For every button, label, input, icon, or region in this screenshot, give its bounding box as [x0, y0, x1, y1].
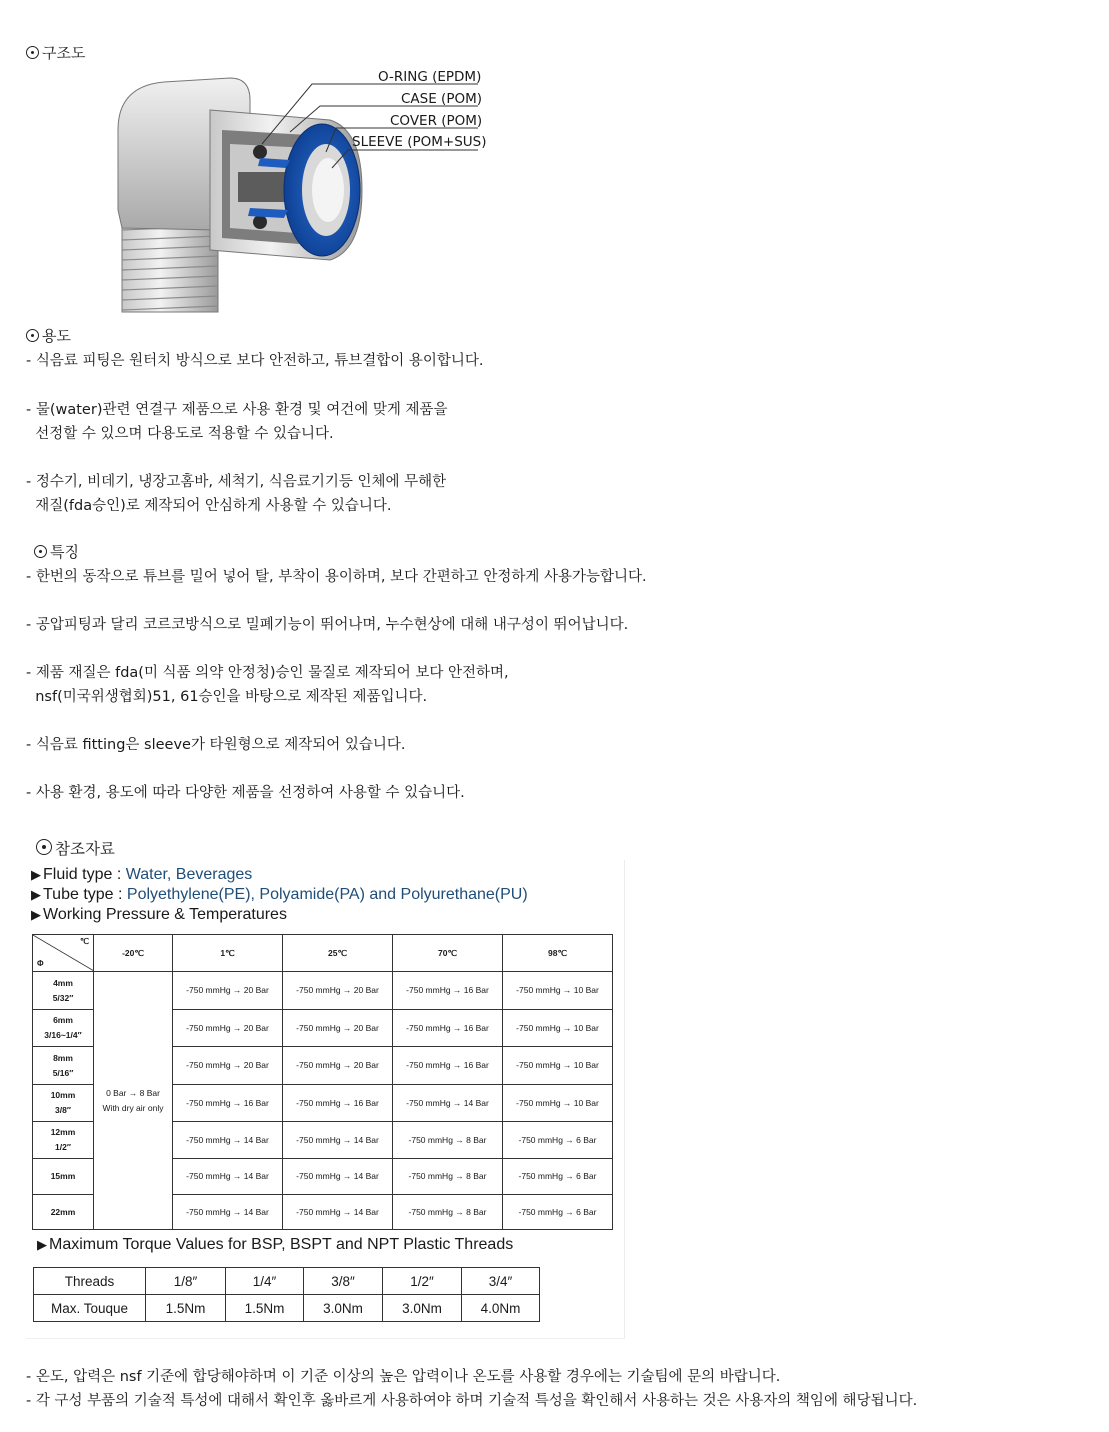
usage-line-5: 재질(fda승인)로 제작되어 안심하게 사용할 수 있습니다.: [26, 498, 392, 514]
pressure-cell: -750 mmHg → 14 Bar: [173, 1195, 283, 1230]
reference-heading: 참조자료: [36, 837, 115, 859]
temp-header: 70℃: [393, 935, 503, 972]
size-cell: 6mm 3/16~1/4″: [33, 1010, 94, 1047]
pressure-cell: -750 mmHg → 20 Bar: [283, 972, 393, 1010]
play-triangle-icon: ▶: [31, 907, 41, 922]
target-circle-icon: [26, 329, 39, 342]
label-o-ring: O-RING (EPDM): [378, 69, 482, 85]
pressure-cell: -750 mmHg → 14 Bar: [283, 1122, 393, 1159]
thread-size-cell: 3/8″: [304, 1268, 383, 1295]
feature-line-3: - 제품 재질은 fda(미 식품 의약 안정청)승인 물질로 제작되어 보다 안전하며,: [26, 665, 509, 681]
pressure-cell: -750 mmHg → 8 Bar: [393, 1122, 503, 1159]
pressure-cell: -750 mmHg → 6 Bar: [503, 1122, 613, 1159]
pressure-cell: -750 mmHg → 10 Bar: [503, 1085, 613, 1122]
threads-label: Threads: [34, 1268, 146, 1295]
temp-header: 98℃: [503, 935, 613, 972]
note-line-2: - 각 구성 부품의 기술적 특성에 대해서 확인후 옳바르게 사용하여야 하며 기술적 특성을 확인해서 사용하는 것은 사용자의 책임에 해당됩니다.: [26, 1393, 918, 1409]
torque-title: ▶ Maximum Torque Values for BSP, BSPT and NPT Plastic Threads: [37, 1236, 514, 1253]
usage-heading: 용도: [26, 325, 71, 346]
low-temp-note-cell: 0 Bar → 8 Bar With dry air only: [94, 972, 173, 1230]
pressure-title: ▶ Working Pressure & Temperatures: [31, 906, 287, 923]
feature-line-2: - 공압피팅과 달리 코르코방식으로 밀폐기능이 뛰어나며, 누수현상에 대해 내구성이 뛰어납니다.: [26, 617, 629, 633]
temp-header: 1℃: [173, 935, 283, 972]
play-triangle-icon: ▶: [37, 1237, 47, 1252]
pressure-cell: -750 mmHg → 14 Bar: [283, 1195, 393, 1230]
temp-header: 25℃: [283, 935, 393, 972]
pressure-cell: -750 mmHg → 10 Bar: [503, 972, 613, 1010]
pressure-cell: -750 mmHg → 14 Bar: [283, 1159, 393, 1195]
size-cell: 15mm: [33, 1159, 94, 1195]
pressure-cell: -750 mmHg → 10 Bar: [503, 1010, 613, 1047]
thread-size-cell: 3/4″: [462, 1268, 540, 1295]
table-row: [34, 1268, 540, 1295]
pressure-cell: -750 mmHg → 16 Bar: [393, 1047, 503, 1085]
thread-size-cell: 1/2″: [383, 1268, 462, 1295]
torque-cell: 4.0Nm: [462, 1295, 540, 1322]
pressure-cell: -750 mmHg → 20 Bar: [173, 1047, 283, 1085]
corner-cell: ℃ Φ: [33, 935, 94, 972]
pressure-cell: -750 mmHg → 8 Bar: [393, 1159, 503, 1195]
play-triangle-icon: ▶: [31, 867, 41, 882]
fluid-type-line: ▶ Fluid type : Water, Beverages: [31, 866, 253, 883]
pressure-cell: -750 mmHg → 6 Bar: [503, 1195, 613, 1230]
pressure-cell: -750 mmHg → 14 Bar: [173, 1122, 283, 1159]
pressure-cell: -750 mmHg → 16 Bar: [173, 1085, 283, 1122]
size-cell: 10mm 3/8″: [33, 1085, 94, 1122]
torque-label: Max. Touque: [34, 1295, 146, 1322]
pressure-cell: -750 mmHg → 16 Bar: [393, 1010, 503, 1047]
pressure-cell: -750 mmHg → 20 Bar: [283, 1010, 393, 1047]
torque-table: [33, 1267, 540, 1322]
feature-line-4: nsf(미국위생협회)51, 61승인을 바탕으로 제작된 제품입니다.: [26, 689, 428, 705]
thread-size-cell: 1/8″: [146, 1268, 226, 1295]
pressure-cell: -750 mmHg → 20 Bar: [173, 1010, 283, 1047]
torque-cell: 1.5Nm: [146, 1295, 226, 1322]
label-sleeve: SLEEVE (POM+SUS): [352, 134, 487, 150]
target-circle-icon: [34, 545, 47, 558]
feature-line-1: - 한번의 동작으로 튜브를 밀어 넣어 탈, 부착이 용이하며, 보다 간편하고 안정하게 사용가능합니다.: [26, 569, 647, 585]
feature-line-5: - 식음료 fitting은 sleeve가 타원형으로 제작되어 있습니다.: [26, 737, 406, 753]
usage-line-1: - 식음료 피팅은 원터치 방식으로 보다 안전하고, 튜브결합이 용이합니다.: [26, 353, 484, 369]
note-line-1: - 온도, 압력은 nsf 기준에 합당해야하며 이 기준 이상의 높은 압력이나 온도를 사용할 경우에는 기술팀에 문의 바랍니다.: [26, 1369, 781, 1385]
thread-size-cell: 1/4″: [226, 1268, 304, 1295]
feature-line-6: - 사용 환경, 용도에 따라 다양한 제품을 선정하여 사용할 수 있습니다.: [26, 785, 465, 801]
size-cell: 8mm 5/16″: [33, 1047, 94, 1085]
usage-line-2: - 물(water)관련 연결구 제품으로 사용 환경 및 여건에 맞게 제품을: [26, 402, 448, 418]
label-cover: COVER (POM): [390, 113, 483, 129]
pressure-cell: -750 mmHg → 20 Bar: [173, 972, 283, 1010]
usage-line-4: - 정수기, 비데기, 냉장고홈바, 세척기, 식음료기기등 인체에 무해한: [26, 474, 447, 490]
pressure-header-row: [33, 935, 613, 972]
temp-header: -20℃: [94, 935, 173, 972]
target-circle-icon: [26, 46, 39, 59]
label-case: CASE (POM): [401, 91, 482, 107]
table-row: [33, 972, 613, 1010]
pressure-cell: -750 mmHg → 6 Bar: [503, 1159, 613, 1195]
size-cell: 22mm: [33, 1195, 94, 1230]
target-circle-icon: [36, 839, 52, 855]
table-row: [34, 1295, 540, 1322]
pressure-table: [32, 934, 613, 1230]
pressure-cell: -750 mmHg → 14 Bar: [393, 1085, 503, 1122]
pressure-cell: -750 mmHg → 20 Bar: [283, 1047, 393, 1085]
pressure-cell: -750 mmHg → 8 Bar: [393, 1195, 503, 1230]
play-triangle-icon: ▶: [31, 887, 41, 902]
pressure-cell: -750 mmHg → 16 Bar: [393, 972, 503, 1010]
torque-cell: 3.0Nm: [383, 1295, 462, 1322]
torque-cell: 1.5Nm: [226, 1295, 304, 1322]
features-heading: 특징: [34, 541, 79, 562]
structure-heading: 구조도: [26, 42, 85, 63]
torque-cell: 3.0Nm: [304, 1295, 383, 1322]
pressure-cell: -750 mmHg → 10 Bar: [503, 1047, 613, 1085]
size-cell: 12mm 1/2″: [33, 1122, 94, 1159]
size-cell: 4mm 5/32″: [33, 972, 94, 1010]
pressure-cell: -750 mmHg → 16 Bar: [283, 1085, 393, 1122]
tube-type-line: ▶ Tube type : Polyethylene(PE), Polyamide(PA) and Polyurethane(PU): [31, 886, 528, 903]
usage-line-3: 선정할 수 있으며 다용도로 적용할 수 있습니다.: [26, 426, 334, 442]
pressure-cell: -750 mmHg → 14 Bar: [173, 1159, 283, 1195]
